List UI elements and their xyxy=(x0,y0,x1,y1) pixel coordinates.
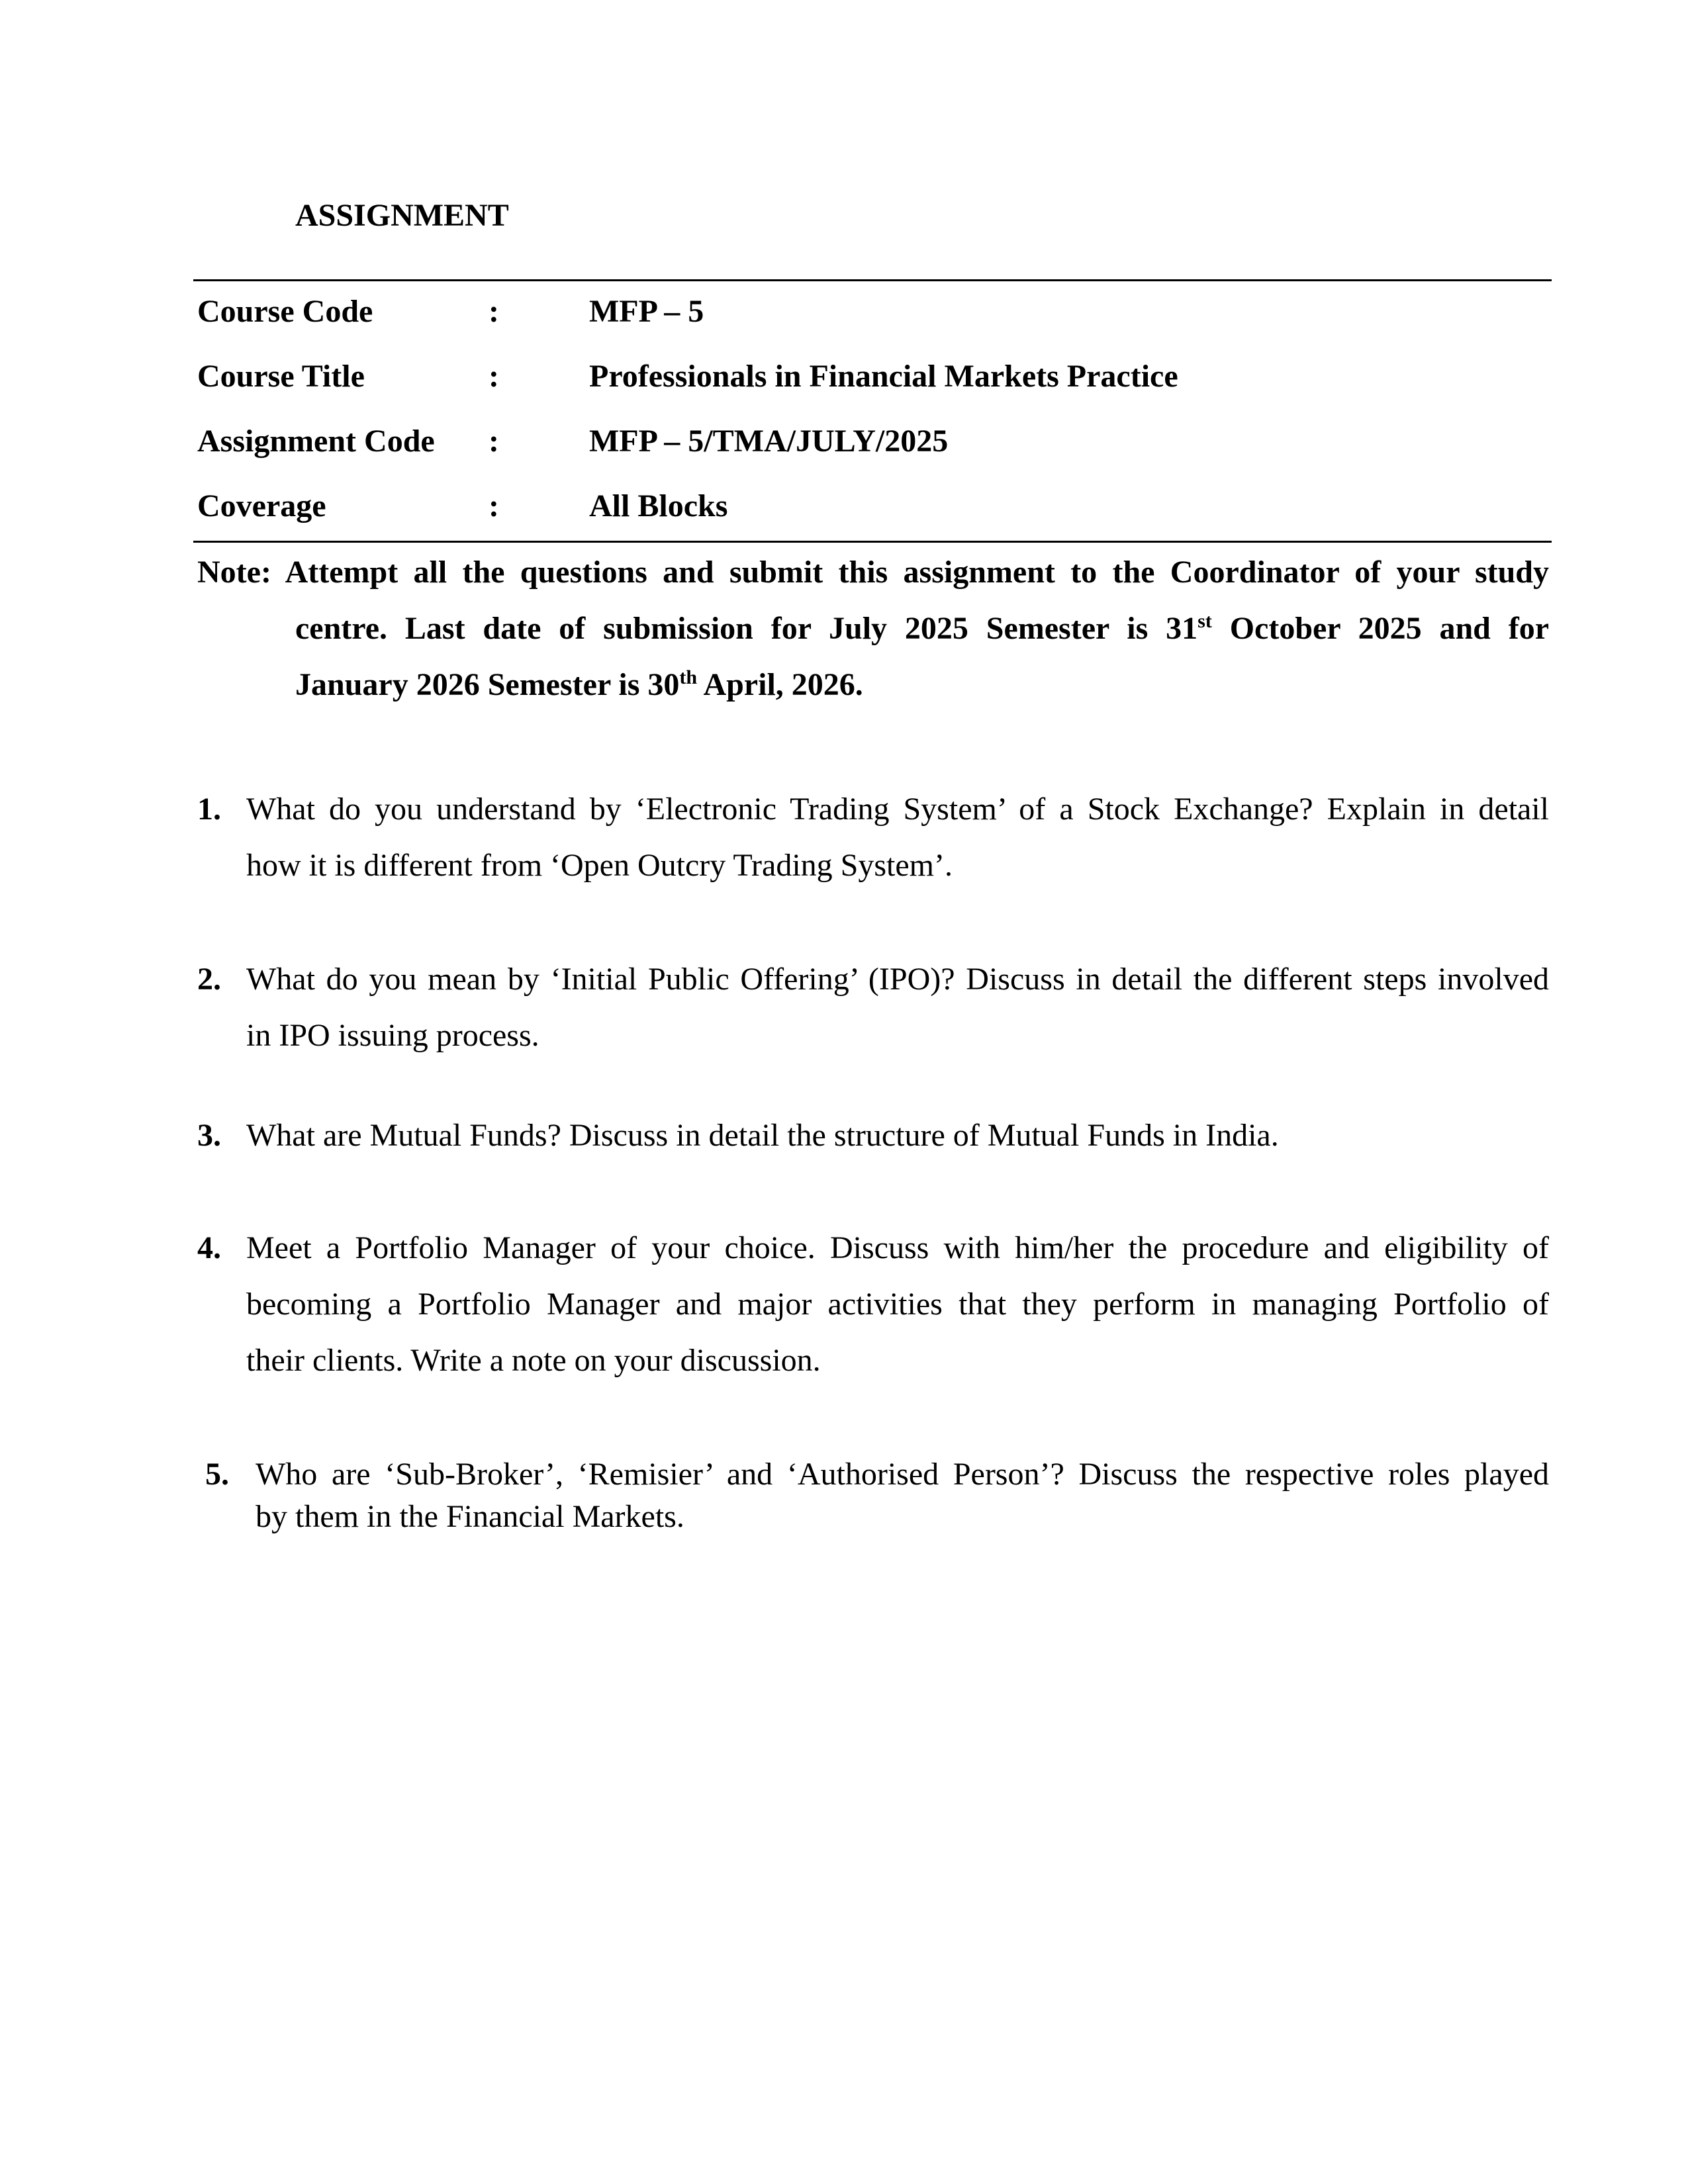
coverage-label: Coverage xyxy=(197,488,326,523)
note-line-2 xyxy=(295,600,1549,657)
question-line: in IPO issuing process. xyxy=(246,1018,539,1053)
question-number: 4. xyxy=(197,1230,221,1265)
question-1 xyxy=(197,781,1549,893)
note-line-2-sup: st xyxy=(1197,610,1212,632)
question-text xyxy=(256,1453,1549,1538)
question-3 xyxy=(197,1107,1549,1163)
question-4 xyxy=(197,1220,1549,1388)
question-text xyxy=(246,781,1549,893)
question-number: 3. xyxy=(197,1118,221,1153)
course-info-table xyxy=(193,279,1552,543)
course-code-colon: : xyxy=(489,294,499,329)
question-line: becoming a Portfolio Manager and major activities that they perform in managing Portfolio of xyxy=(246,1287,1549,1322)
question-number: 1. xyxy=(197,792,221,827)
question-line: What do you understand by ‘Electronic Trading System’ of a Stock Exchange? Explain in detail xyxy=(246,792,1549,827)
note-line-2-text-a: centre. Last date of submission for July 2025 Semester is 31 xyxy=(295,611,1198,646)
coverage-row xyxy=(193,476,1552,541)
note-line-3 xyxy=(295,657,1549,713)
assignment-code-colon: : xyxy=(489,424,499,459)
course-code-row xyxy=(193,281,1552,346)
note-line-3-text-a: January 2026 Semester is 30 xyxy=(295,667,680,702)
course-code-label: Course Code xyxy=(197,294,373,329)
question-line: Meet a Portfolio Manager of your choice. Discuss with him/her the procedure and eligibility of xyxy=(246,1230,1549,1265)
question-text xyxy=(246,1220,1549,1388)
course-title-colon: : xyxy=(489,359,499,394)
note-line-3-sup: th xyxy=(679,666,698,688)
question-text xyxy=(246,951,1549,1064)
course-code-value: MFP – 5 xyxy=(589,294,704,329)
course-title-row xyxy=(193,346,1552,411)
submission-note xyxy=(197,544,1549,713)
question-number: 2. xyxy=(197,962,221,997)
question-number: 5. xyxy=(205,1457,229,1492)
question-line: by them in the Financial Markets. xyxy=(256,1499,684,1534)
course-title-value: Professionals in Financial Markets Practice xyxy=(589,359,1178,394)
document-title: ASSIGNMENT xyxy=(295,198,509,233)
assignment-code-row xyxy=(193,411,1552,476)
question-line: Who are ‘Sub-Broker’, ‘Remisier’ and ‘Authorised Person’? Discuss the respective roles played xyxy=(256,1457,1549,1492)
note-line-1: Note: Attempt all the questions and submit this assignment to the Coordinator of your study xyxy=(197,555,1549,590)
coverage-colon: : xyxy=(489,488,499,523)
question-2 xyxy=(197,951,1549,1064)
note-line-2-text-b: October 2025 and for xyxy=(1211,611,1550,646)
question-text xyxy=(246,1107,1549,1163)
question-line: how it is different from ‘Open Outcry Trading System’. xyxy=(246,848,953,883)
course-title-label: Course Title xyxy=(197,359,365,394)
question-line: What do you mean by ‘Initial Public Offering’ (IPO)? Discuss in detail the different steps involved xyxy=(246,962,1549,997)
coverage-value: All Blocks xyxy=(589,488,728,523)
note-line-3-text-b: April, 2026. xyxy=(697,667,863,702)
question-line: What are Mutual Funds? Discuss in detail the structure of Mutual Funds in India. xyxy=(246,1118,1279,1153)
assignment-code-value: MFP – 5/TMA/JULY/2025 xyxy=(589,424,949,459)
assignment-code-label: Assignment Code xyxy=(197,424,435,459)
question-5 xyxy=(205,1453,1549,1538)
question-line: their clients. Write a note on your discussion. xyxy=(246,1343,821,1378)
